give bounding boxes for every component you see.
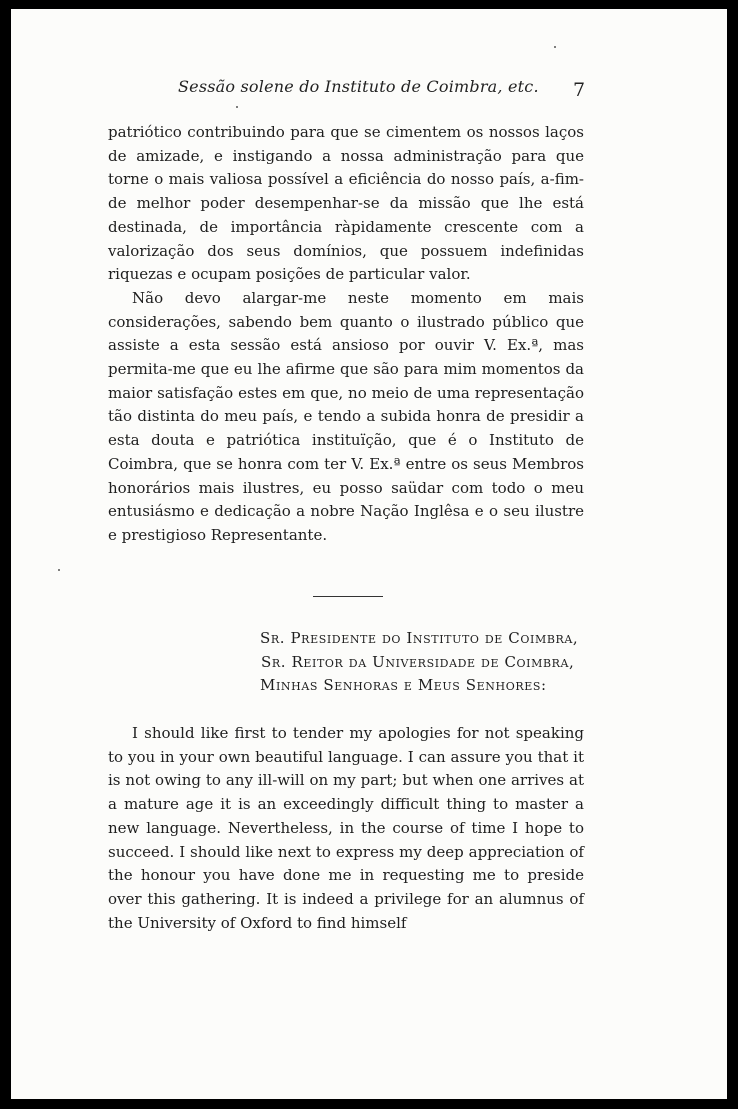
paragraph: Não devo alargar-me neste momento em mais considerações, sabendo bem quanto o ilustrado público que assiste a esta sessão está ansioso por ouvir V. Ex.ª, mas permita-me que eu lhe afirme que são para mim momentos da maior satisfação estes em que, no meio de uma representação tão distinta do meu país, e tendo a subida honra de presidir a esta douta e patriótica instituïção, que é o Instituto de Coimbra, que se honra com ter V. Ex.ª entre os seus Membros honorários mais ilustres, eu posso saüdar com todo o meu entusiásmo e dedicação a nobre Nação Inglêsa e o seu ilustre e prestigioso Representante.: [108, 288, 584, 544]
page-header: [11, 77, 727, 113]
portuguese-text-block: [108, 121, 584, 548]
paper-speck: [58, 569, 60, 571]
paragraph: I should like first to tender my apologies for not speaking to you in your own beautiful language. I can assure you that it is not owing to any ill-will on my part; but when one arrives at a mature age it is an exceedingly difficult thing to master a new language. Nevertheless, in the course of time I hope to succeed. I should like next to express my deep appreciation of the honour you have done me in requesting me to preside over this gathering. It is indeed a privilege for an alumnus of the University of Oxford to find himself: [108, 724, 584, 932]
salutation-line: Minhas Senhoras e Meus Senhores:: [260, 676, 547, 694]
salutation-line: Sr. Reitor da Universidade de Coimbra,: [261, 652, 575, 671]
salutation-block: [260, 627, 590, 698]
running-title: Sessão solene do Instituto de Coimbra, etc.: [178, 77, 539, 96]
salutation-line: Sr. Presidente do Instituto de Coimbra,: [260, 629, 579, 647]
paper-speck: [236, 106, 238, 108]
document-page: [11, 9, 727, 1099]
page-number: 7: [573, 79, 586, 101]
paragraph-continuation: patriótico contribuindo para que se cimentem os nossos laços de amizade, e instigando a nossa administração para que torne o mais valiosa possível a eficiência do nosso país, a-fim-de melhor poder desempenhar-se da missão que lhe está destinada, de importância ràpidamente crescente com a valorização dos seus domínios, que possuem indefinidas riquezas e ocupam posições de particular valor.: [108, 123, 584, 284]
paper-speck: [554, 46, 556, 48]
english-text-block: [108, 722, 584, 935]
section-divider: [313, 596, 383, 597]
